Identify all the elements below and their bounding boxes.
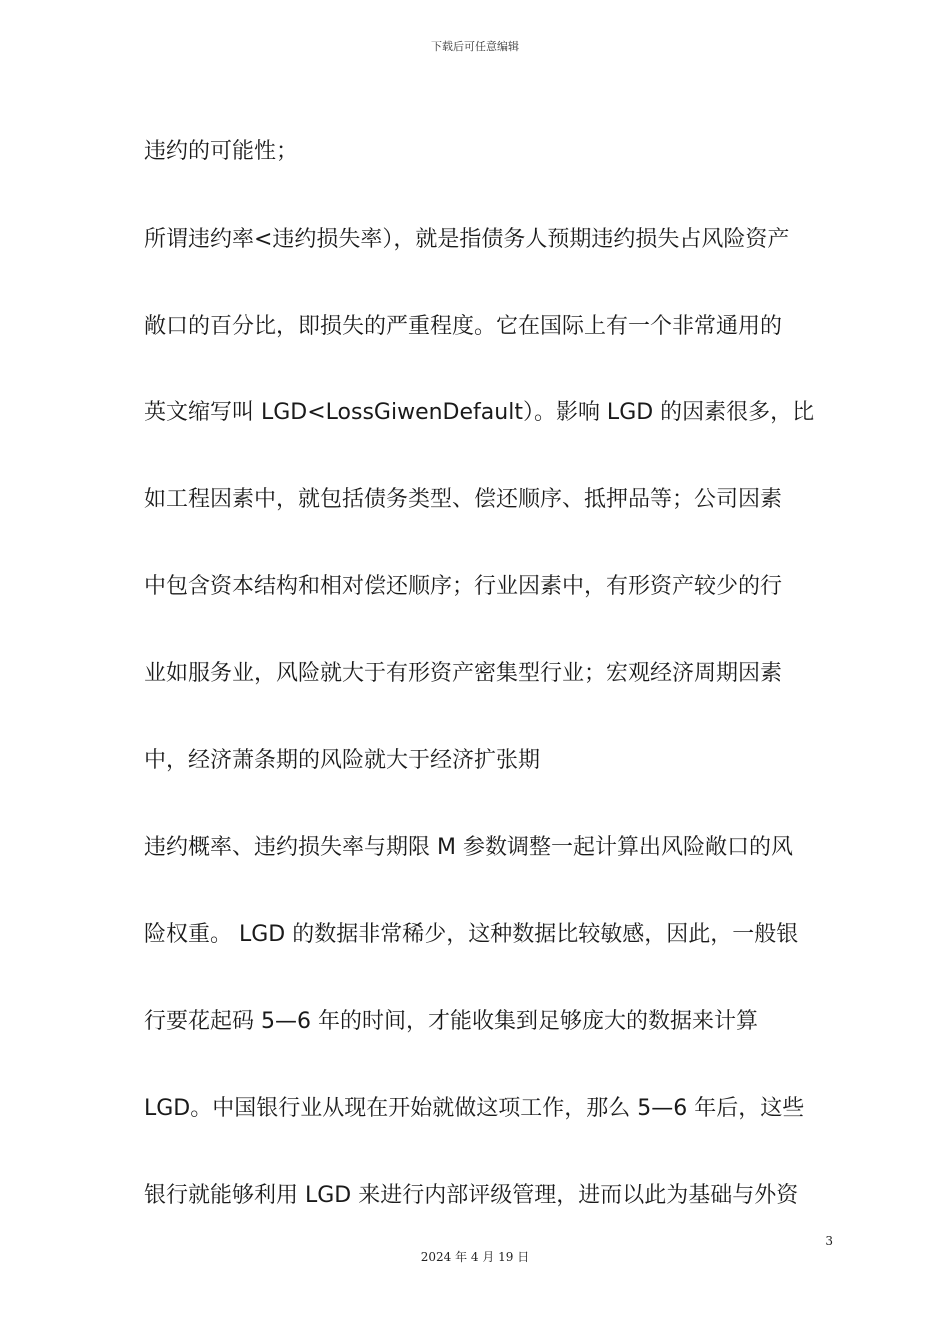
text-line: 银行就能够利用 LGD 来进行内部评级管理，进而以此为基础与外资 (144, 1183, 799, 1208)
page-number: 3 (825, 1234, 833, 1248)
text-line: 违约概率、违约损失率与期限 M 参数调整一起计算出风险敞口的风 (144, 835, 793, 860)
text-line: LGD。中国银行业从现在开始就做这项工作，那么 5—6 年后，这些 (144, 1096, 805, 1121)
text-line: 英文缩写叫 LGD<LossGiwenDefault）。影响 LGD 的因素很多，比 (144, 400, 815, 425)
text-line: 所谓违约率<违约损失率），就是指债务人预期违约损失占风险资产 (144, 227, 790, 252)
page-header: 下载后可任意编辑 (431, 40, 519, 53)
text-line: 中包含资本结构和相对偿还顺序；行业因素中，有形资产较少的行 (144, 574, 783, 599)
text-line: 业如服务业，风险就大于有形资产密集型行业；宏观经济周期因素 (144, 661, 783, 686)
text-line: 敞口的百分比，即损失的严重程度。它在国际上有一个非常通用的 (144, 314, 783, 339)
footer-date: 2024 年 4 月 19 日 (420, 1250, 530, 1264)
text-line: 违约的可能性； (144, 139, 299, 164)
text-line: 中，经济萧条期的风险就大于经济扩张期 (144, 748, 541, 773)
text-line: 险权重。 LGD 的数据非常稀少，这种数据比较敏感，因此，一般银 (144, 922, 799, 947)
text-line: 行要花起码 5—6 年的时间，才能收集到足够庞大的数据来计算 (144, 1009, 758, 1034)
text-line: 如工程因素中，就包括债务类型、偿还顺序、抵押品等；公司因素 (144, 487, 783, 512)
